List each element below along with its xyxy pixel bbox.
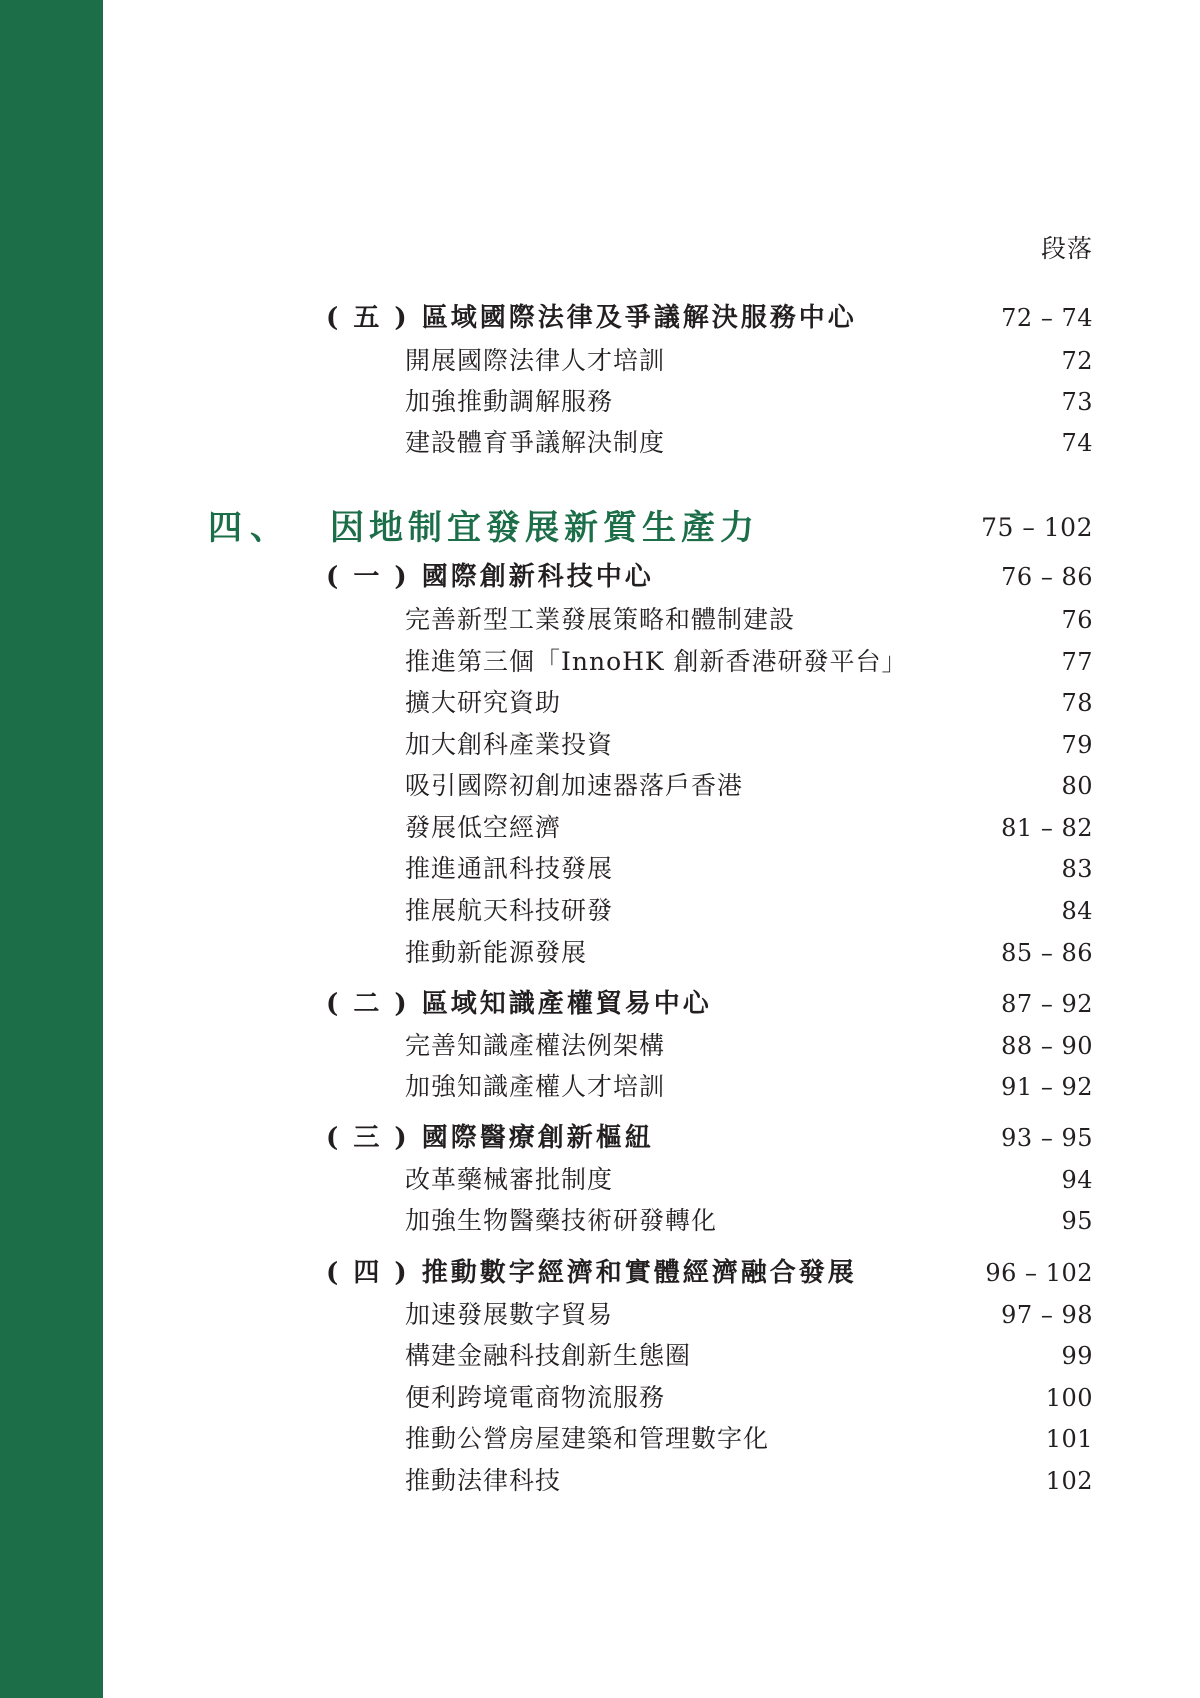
toc-page: 97 – 98 [1001, 1301, 1093, 1329]
toc-page: 85 – 86 [1001, 939, 1093, 967]
toc-item[interactable] [0, 1339, 1200, 1373]
toc-item[interactable] [0, 1422, 1200, 1456]
toc-page-range: 87 – 92 [1001, 990, 1093, 1018]
toc-chapter-4[interactable] [0, 504, 1200, 552]
toc-item[interactable] [0, 936, 1200, 970]
toc-page-range: 76 – 86 [1001, 563, 1093, 591]
toc-page: 81 – 82 [1001, 814, 1093, 842]
toc-subsection-label: ( 一 ) 國際創新科技中心 [326, 562, 654, 592]
toc-page: 83 [1061, 855, 1093, 883]
toc-subsection-label: ( 三 ) 國際醫療創新樞紐 [326, 1123, 654, 1153]
toc-item[interactable] [0, 1204, 1200, 1238]
toc-item[interactable] [0, 1381, 1200, 1415]
toc-item-label: 加強推動調解服務 [405, 387, 614, 416]
toc-item-label: 推動公營房屋建築和管理數字化 [405, 1424, 770, 1453]
toc-item-label: 擴大研究資助 [405, 688, 562, 717]
toc-page: 73 [1061, 388, 1093, 416]
toc-page-range: 75 – 102 [981, 513, 1093, 542]
chapter-title: 因地制宜發展新質生產力 [330, 508, 759, 548]
toc-item[interactable] [0, 1298, 1200, 1332]
toc-page: 72 [1061, 347, 1093, 375]
toc-item-label: 加強知識產權人才培訓 [405, 1072, 666, 1101]
toc-subsection-label: ( 五 ) 區域國際法律及爭議解決服務中心 [326, 303, 857, 333]
toc-subsection-label: ( 二 ) 區域知識產權貿易中心 [326, 989, 712, 1019]
toc-page: 99 [1061, 1342, 1093, 1370]
toc-subsection-2[interactable] [0, 987, 1200, 1021]
toc-item[interactable] [0, 852, 1200, 886]
toc-item[interactable] [0, 603, 1200, 637]
toc-item[interactable] [0, 728, 1200, 762]
toc-item[interactable] [0, 645, 1200, 679]
toc-page: 74 [1061, 429, 1093, 457]
toc-item-label: 發展低空經濟 [405, 813, 562, 842]
toc-item-label: 推展航天科技研發 [405, 896, 614, 925]
toc-item-label: 加強生物醫藥技術研發轉化 [405, 1206, 718, 1235]
toc-item-label: 完善新型工業發展策略和體制建設 [405, 605, 796, 634]
toc-item-label: 便利跨境電商物流服務 [405, 1383, 666, 1412]
toc-item[interactable] [0, 894, 1200, 928]
toc-item-label: 推動新能源發展 [405, 938, 588, 967]
toc-page: 84 [1061, 897, 1093, 925]
toc-page-range: 72 – 74 [1001, 304, 1093, 332]
toc-item[interactable] [0, 769, 1200, 803]
toc-item[interactable] [0, 1029, 1200, 1063]
toc-page-range: 93 – 95 [1001, 1124, 1093, 1152]
column-header-paragraphs: 段落 [1040, 234, 1093, 263]
toc-item-label: 完善知識產權法例架構 [405, 1031, 666, 1060]
toc-item-label: 推進通訊科技發展 [405, 854, 614, 883]
toc-page: 78 [1061, 689, 1093, 717]
toc-item[interactable] [0, 1163, 1200, 1197]
toc-page: 79 [1061, 731, 1093, 759]
toc-item[interactable] [0, 385, 1200, 419]
toc-item[interactable] [0, 686, 1200, 720]
toc-item-label: 推進第三個「InnoHK 創新香港研發平台」 [405, 647, 908, 676]
toc-page: 100 [1045, 1384, 1093, 1412]
toc-item-label: 吸引國際初創加速器落戶香港 [405, 771, 744, 800]
toc-item-label: 加速發展數字貿易 [405, 1300, 614, 1329]
toc-page: 94 [1061, 1166, 1093, 1194]
toc-page-range: 96 – 102 [985, 1259, 1093, 1287]
toc-item-label: 加大創科產業投資 [405, 730, 614, 759]
toc-page: 91 – 92 [1001, 1073, 1093, 1101]
chapter-number: 四、 [208, 508, 292, 548]
toc-item[interactable] [0, 1070, 1200, 1104]
toc-page: 95 [1061, 1207, 1093, 1235]
toc-subsection-3[interactable] [0, 1121, 1200, 1155]
toc-subsection-4[interactable] [0, 1256, 1200, 1290]
toc-item-label: 構建金融科技創新生態圈 [405, 1341, 692, 1370]
toc-item[interactable] [0, 426, 1200, 460]
toc-page: 101 [1045, 1425, 1093, 1453]
toc-item[interactable] [0, 811, 1200, 845]
toc-subsection-label: ( 四 ) 推動數字經濟和實體經濟融合發展 [326, 1258, 857, 1288]
toc-page: 102 [1045, 1467, 1093, 1495]
toc-item[interactable] [0, 344, 1200, 378]
toc-item-label: 開展國際法律人才培訓 [405, 346, 666, 375]
toc-page: 80 [1061, 772, 1093, 800]
toc-item-label: 建設體育爭議解決制度 [405, 428, 666, 457]
toc-page: 76 [1061, 606, 1093, 634]
toc-page: 88 – 90 [1001, 1032, 1093, 1060]
toc-subsection-5[interactable] [0, 301, 1200, 335]
toc-item-label: 改革藥械審批制度 [405, 1165, 614, 1194]
toc-item[interactable] [0, 1464, 1200, 1498]
toc-item-label: 推動法律科技 [405, 1466, 562, 1495]
toc-page: 77 [1061, 648, 1093, 676]
toc-subsection-1[interactable] [0, 560, 1200, 594]
